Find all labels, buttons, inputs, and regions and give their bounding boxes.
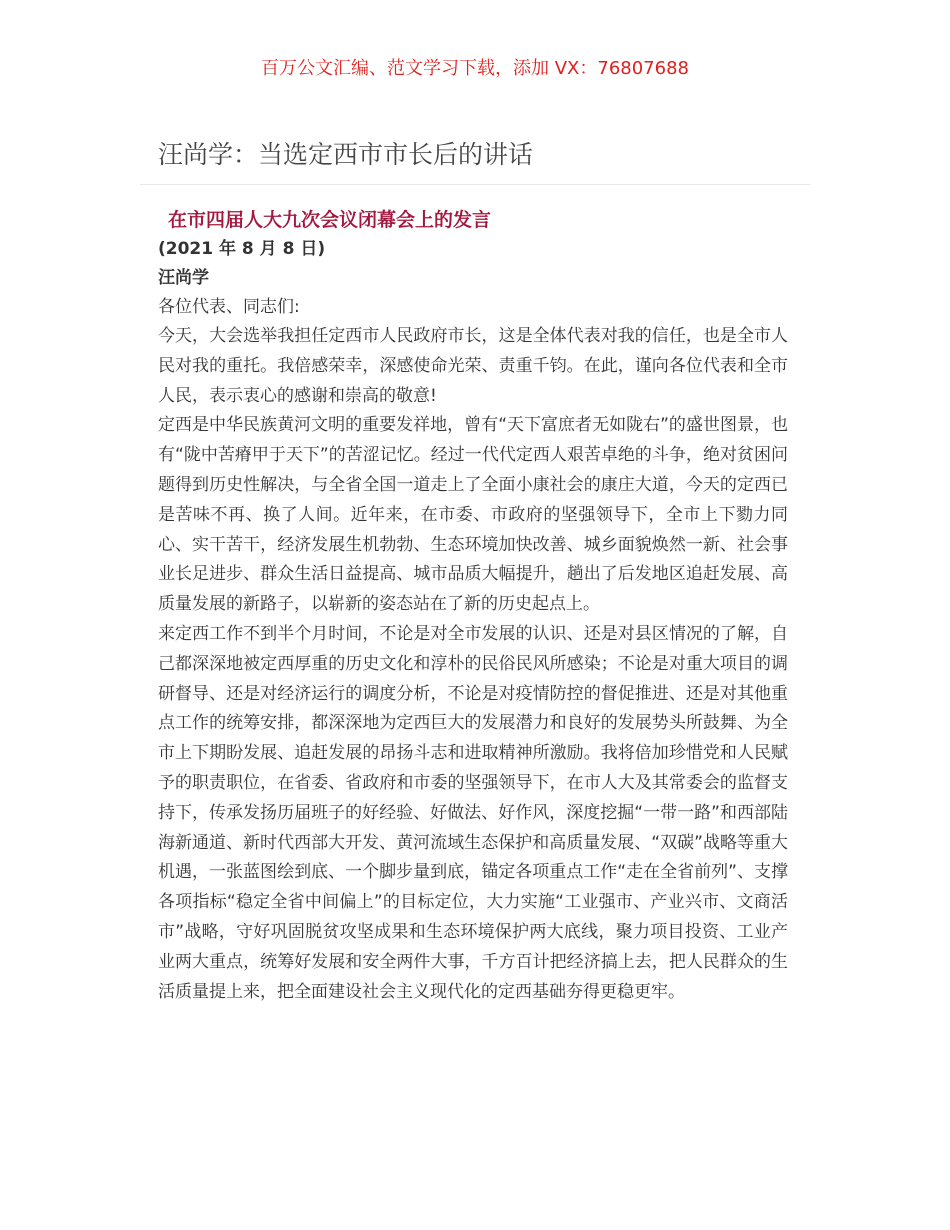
paragraph-2: 定西是中华民族黄河文明的重要发祥地，曾有“天下富庶者无如陇右”的盛世图景，也有“陇中苦瘠甲于天下”的苦涩记忆。经过一代代定西人艰苦卓绝的斗争，绝对贫困问题得到历史性解决，与全省全国一道走上了全面小康社会的康庄大道，今天的定西已是苦味不再、换了人间。近年来，在市委、市政府的坚强领导下，全市上下勠力同心、实干苦干，经济发展生机勃勃、生态环境加快改善、城乡面貌焕然一新、社会事业长足进步、群众生活日益提高、城市品质大幅提升，趟出了后发地区追赶发展、高质量发展的新路子，以崭新的姿态站在了新的历史起点上。 xyxy=(158,415,788,615)
speech-heading: 在市四届人大九次会议闭幕会上的发言 xyxy=(168,209,492,231)
title-divider xyxy=(140,184,810,185)
page-title: 汪尚学：当选定西市市长后的讲话 xyxy=(158,140,534,169)
header-banner: 百万公文汇编、范文学习下载，添加 VX：76807688 xyxy=(261,58,689,79)
salutation: 各位代表、同志们: xyxy=(158,297,300,317)
article-body xyxy=(158,205,788,1007)
paragraph-1: 今天，大会选举我担任定西市人民政府市长，这是全体代表对我的信任，也是全市人民对我的重托。我倍感荣幸，深感使命光荣、责重千钧。在此，谨向各位代表和全市人民，表示衷心的感谢和崇高的敬意! xyxy=(158,326,788,406)
speech-date: (2021 年 8 月 8 日) xyxy=(158,239,326,259)
paragraph-3: 来定西工作不到半个月时间，不论是对全市发展的认识、还是对县区情况的了解，自己都深深地被定西厚重的历史文化和淳朴的民俗民风所感染；不论是对重大项目的调研督导、还是对经济运行的调度分析，不论是对疫情防控的督促推进、还是对其他重点工作的统筹安排，都深深地为定西巨大的发展潜力和良好的发展势头所鼓舞、为全市上下期盼发展、追赶发展的昂扬斗志和进取精神所激励。我将倍加珍惜党和人民赋予的职责职位，在省委、省政府和市委的坚强领导下，在市人大及其常委会的监督支持下，传承发扬历届班子的好经验、好做法、好作风，深度挖掘“一带一路”和西部陆海新通道、新时代西部大开发、黄河流域生态保护和高质量发展、“双碳”战略等重大机遇，一张蓝图绘到底、一个脚步量到底，锚定各项重点工作“走在全省前列”、支撑各项指标“稳定全省中间偏上”的目标定位，大力实施“工业强市、产业兴市、文商活市”战略，守好巩固脱贫攻坚成果和生态环境保护两大底线，聚力项目投资、工业产业两大重点，统筹好发展和安全两件大事，千方百计把经济搞上去，把人民群众的生活质量提上来，把全面建设社会主义现代化的定西基础夯得更稳更牢。 xyxy=(158,623,788,1002)
speech-author: 汪尚学 xyxy=(158,268,209,288)
